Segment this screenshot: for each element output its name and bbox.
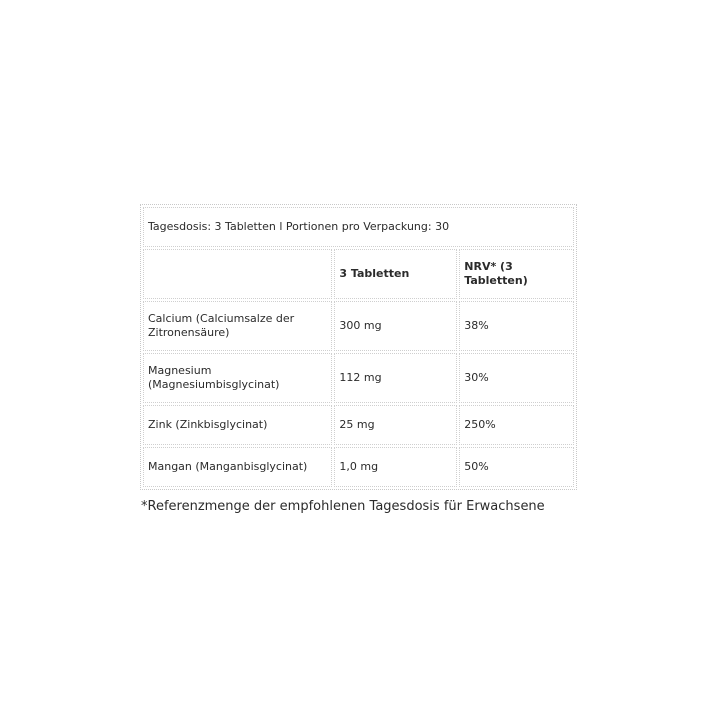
table-row bbox=[143, 405, 574, 445]
nutrient-nrv: 250% bbox=[459, 405, 574, 445]
nutrient-name: Mangan (Manganbisglycinat) bbox=[143, 447, 332, 487]
nutrient-name: Magnesium (Magnesiumbisglycinat) bbox=[143, 353, 332, 403]
nutrition-table bbox=[140, 204, 577, 490]
table-title-row bbox=[143, 207, 574, 247]
footnote: *Referenzmenge der empfohlenen Tagesdosis für Erwachsene bbox=[141, 499, 545, 514]
table-row bbox=[143, 353, 574, 403]
table-row bbox=[143, 447, 574, 487]
nutrient-nrv: 38% bbox=[459, 301, 574, 351]
nutrient-amount: 25 mg bbox=[334, 405, 457, 445]
nutrient-nrv: 50% bbox=[459, 447, 574, 487]
header-nrv: NRV* (3 Tabletten) bbox=[459, 249, 574, 299]
header-amount: 3 Tabletten bbox=[334, 249, 457, 299]
nutrient-name: Calcium (Calciumsalze der Zitronensäure) bbox=[143, 301, 332, 351]
table-row bbox=[143, 301, 574, 351]
table-header-row bbox=[143, 249, 574, 299]
nutrient-name: Zink (Zinkbisglycinat) bbox=[143, 405, 332, 445]
header-nutrient bbox=[143, 249, 332, 299]
nutrient-amount: 1,0 mg bbox=[334, 447, 457, 487]
nutrient-nrv: 30% bbox=[459, 353, 574, 403]
nutrient-amount: 300 mg bbox=[334, 301, 457, 351]
table-title: Tagesdosis: 3 Tabletten l Portionen pro Verpackung: 30 bbox=[143, 207, 574, 247]
nutrient-amount: 112 mg bbox=[334, 353, 457, 403]
